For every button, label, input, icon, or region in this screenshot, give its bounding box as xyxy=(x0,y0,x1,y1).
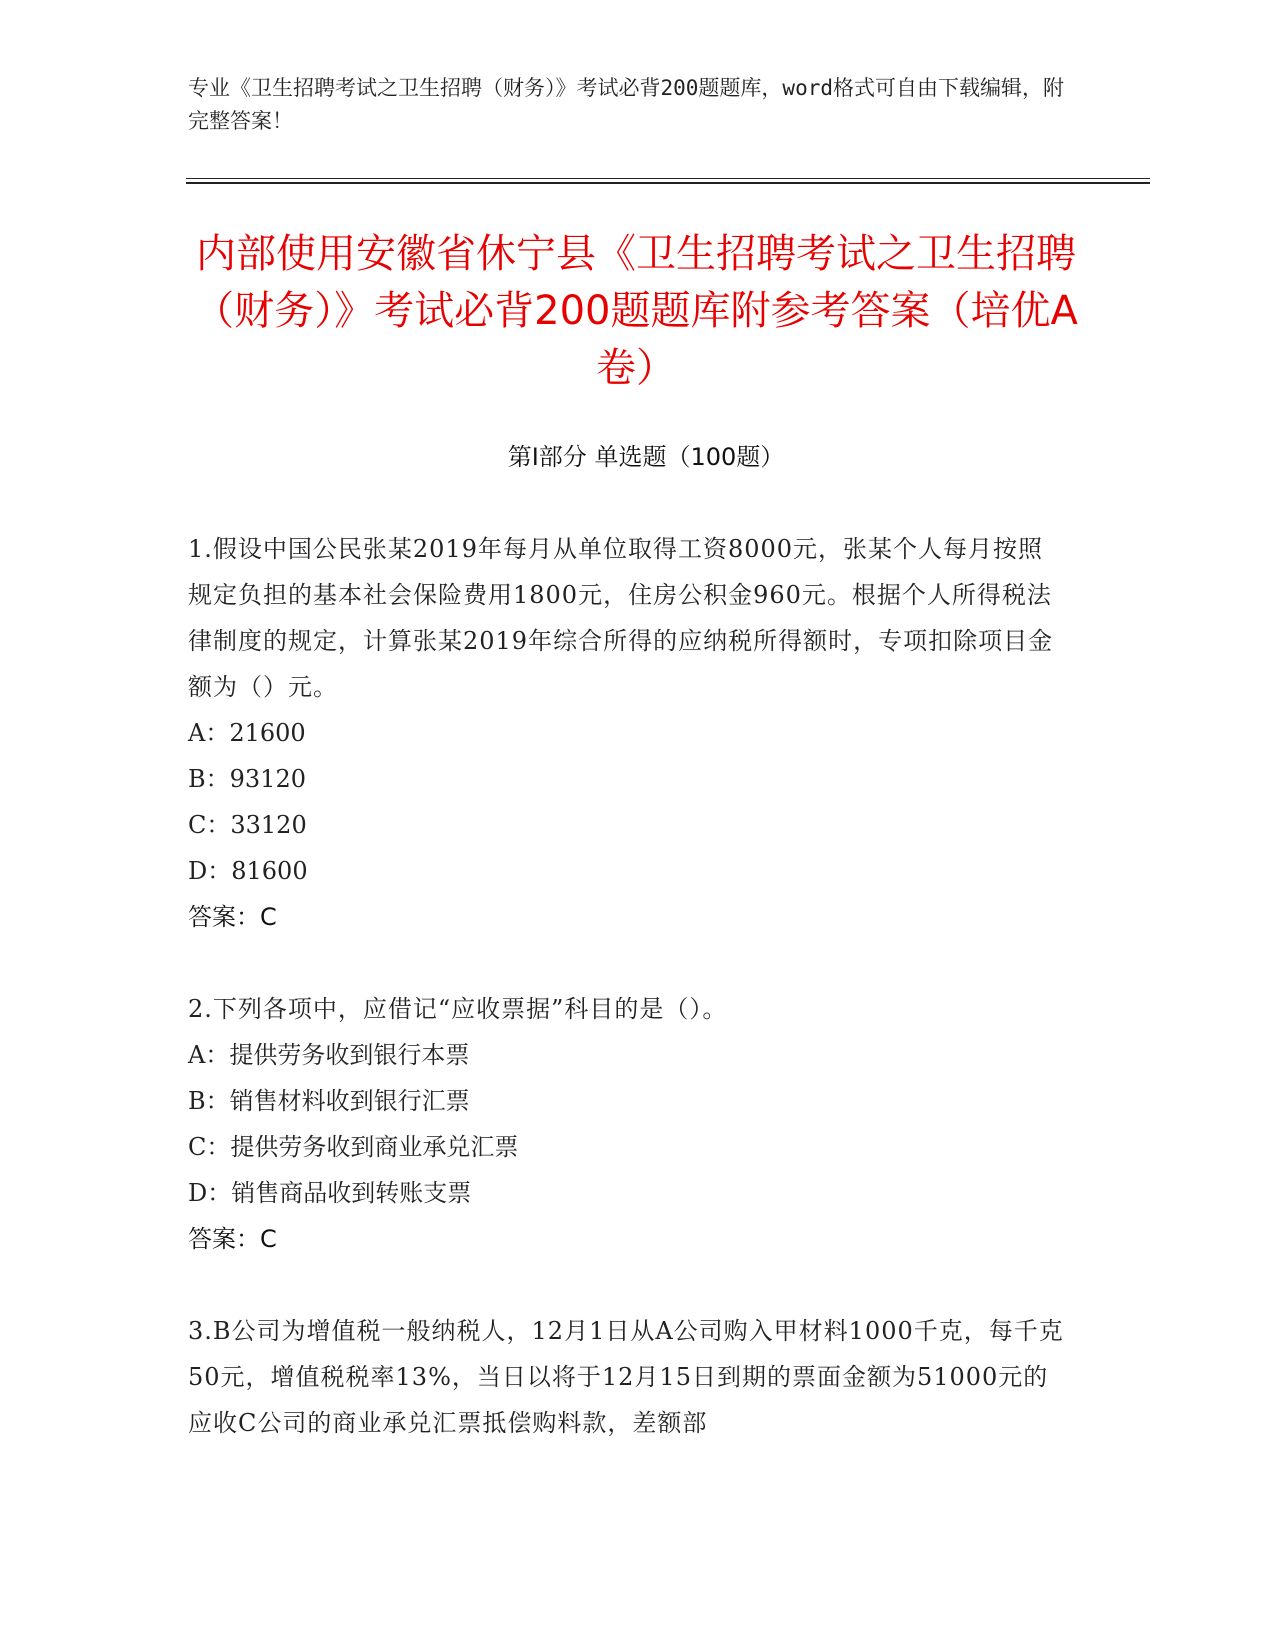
question-item xyxy=(188,986,1068,1262)
option-d: D：销售商品收到转账支票 xyxy=(188,1179,472,1207)
option-a: A：提供劳务收到银行本票 xyxy=(188,1041,470,1069)
header-note: 专业《卫生招聘考试之卫生招聘（财务）》考试必背200题题库，word格式可自由下载编辑，附完整答案！ xyxy=(188,76,1064,133)
option-a: A：21600 xyxy=(188,719,306,747)
option-c: C：33120 xyxy=(188,811,307,839)
option-d: D：81600 xyxy=(188,857,308,885)
section-title: 第Ⅰ部分 单选题（100题） xyxy=(507,443,785,471)
option-b: B：销售材料收到银行汇票 xyxy=(188,1087,470,1115)
document-title: 内部使用安徽省休宁县《卫生招聘考试之卫生招聘（财务）》考试必背200题题库附参考答案（培优A卷） xyxy=(194,231,1078,391)
question-text: 1.假设中国公民张某2019年每月从单位取得工资8000元，张某个人每月按照规定负担的基本社会保险费用1800元，住房公积金960元。根据个人所得税法律制度的规定，计算张某2019年综合所得的应纳税所得额时，专项扣除项目金额为（）元。 xyxy=(188,535,1054,701)
header-divider-thick xyxy=(186,182,1150,184)
question-item xyxy=(188,526,1068,940)
question-list xyxy=(188,526,1068,1492)
option-c: C：提供劳务收到商业承兑汇票 xyxy=(188,1133,519,1161)
question-text: 2.下列各项中，应借记“应收票据”科目的是（）。 xyxy=(188,995,728,1023)
answer-line: 答案：C xyxy=(188,903,277,931)
question-item xyxy=(188,1308,1068,1446)
option-b: B：93120 xyxy=(188,765,306,793)
answer-line: 答案：C xyxy=(188,1225,277,1253)
header-divider-thin xyxy=(186,178,1150,179)
question-text: 3.B公司为增值税一般纳税人，12月1日从A公司购入甲材料1000千克，每千克50元，增值税税率13%，当日以将于12月15日到期的票面金额为51000元的应收C公司的商业承兑汇票抵偿购料款，差额部 xyxy=(188,1317,1064,1437)
